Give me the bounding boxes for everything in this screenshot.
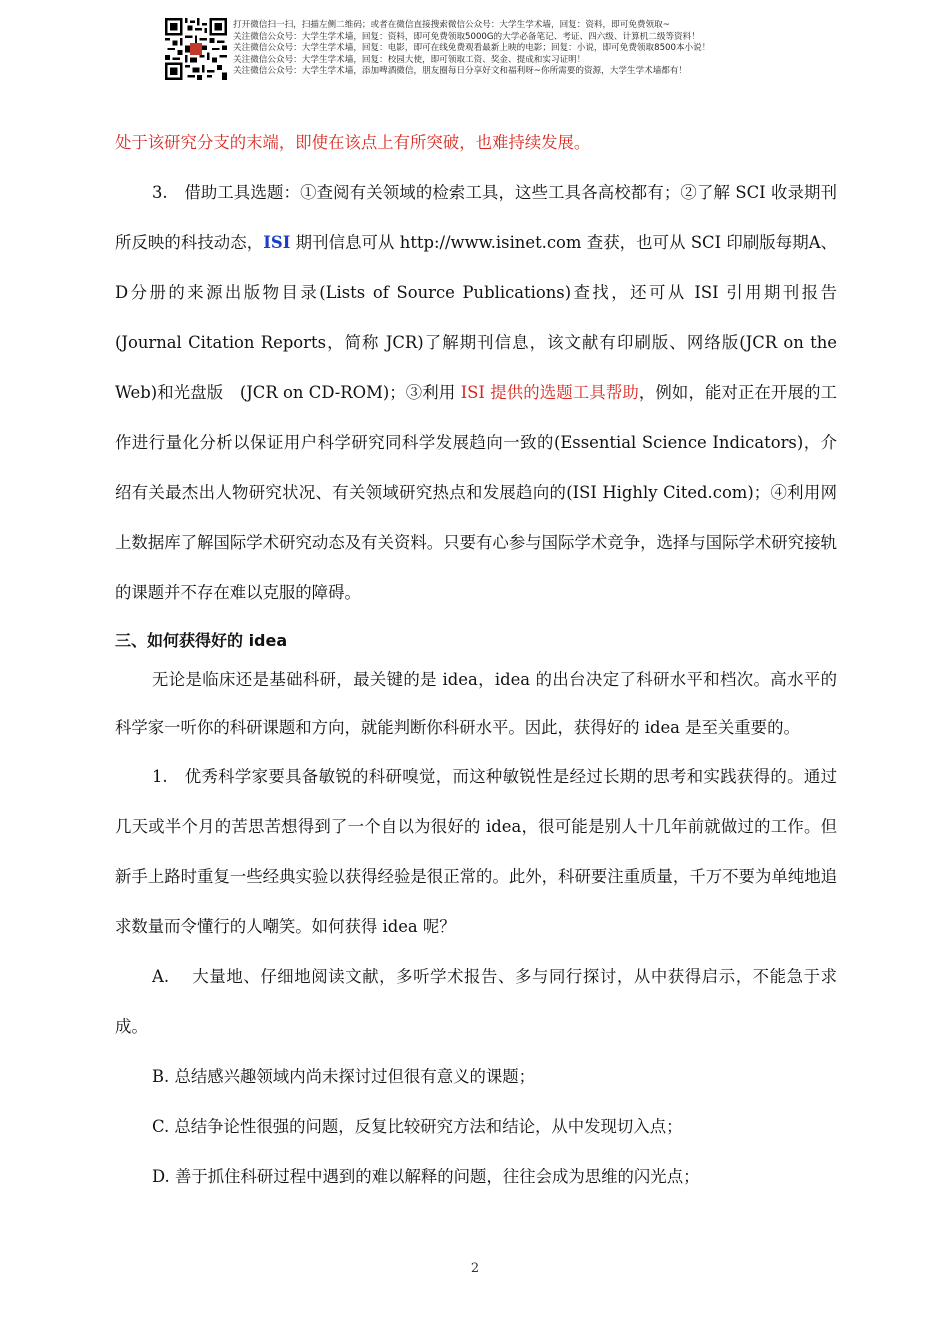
isi-tool-highlight: ISI 提供的选题工具帮助: [460, 383, 639, 402]
text-run: ，例如，能对正在开展的工作进行量化分析以保证用户科学研究同科学发展趋向一致的(Essential Science Indicators)，介绍有关最杰出人物研究状况、有关领域研究热点和发展趋向的(ISI Highly Cited.com)；④利用网上数据库了解国际学术研究动态及有关资料。只要有心参与国际学术竞争，选择与国际学术研究接轨的课题并不存在难以克服的障碍。: [115, 383, 838, 602]
list-item-a: A. 大量地、仔细地阅读文献，多听学术报告、多与同行探讨，从中获得启示，不能急于求成。: [115, 967, 837, 1036]
text-run: 3. 借助工具选题：①查阅有关领域的检索工具，这些工具各高校都有；②了解 SCI 收录期刊所反映的科技动态，: [115, 183, 837, 252]
paragraph-tools: [115, 168, 854, 618]
promo-line: 关注微信公众号：大学生学术墙，回复：校园大使，即可领取工资、奖金、提成和实习证明！: [233, 54, 586, 65]
promo-line: 关注微信公众号：大学生学术墙，回复：电影，即可在线免费观看最新上映的电影；回复：小说，即可免费领取8500本小说！: [233, 43, 711, 54]
page-number: 2: [470, 1261, 480, 1276]
list-item-b: B. 总结感兴趣领域内尚未探讨过但很有意义的课题；: [152, 1067, 536, 1086]
promo-line: 关注微信公众号：大学生学术墙，回复：资料，即可免费领取5000G的大学必备笔记、考证、四六级、计算机二级等资料！: [233, 31, 700, 42]
promo-text-block: [233, 20, 873, 78]
document-body: [115, 118, 854, 1202]
qr-code-icon: [165, 18, 227, 80]
promo-line: 关注微信公众号：大学生学术墙，添加啤酒微信，朋友圈每日分享好文和福利呀~你所需要的资源，大学生学术墙都有！: [233, 66, 688, 77]
list-item-c: C. 总结争论性很强的问题，反复比较研究方法和结论，从中发现切入点；: [152, 1117, 683, 1136]
section-heading: 三、如何获得好的 idea: [115, 631, 288, 650]
paragraph-idea-intro: 无论是临床还是基础科研，最关键的是 idea，idea 的出台决定了科研水平和档次。高水平的科学家一听你的科研课题和方向，就能判断你科研水平。因此，获得好的 idea 是至关重要的。: [115, 670, 837, 737]
text-run: 期刊信息可从 http://www.isinet.com 查获，也可从 SCI 印刷版每期A、D分册的来源出版物目录(Lists of Source Publications)查找，还可从 ISI 引用期刊报告 (Journal Citation Reports，简称 JCR)了解期刊信息，该文献有印刷版、网络版(JCR on the Web)和光盘版 (JCR on CD-ROM)；③利用: [115, 233, 854, 402]
paragraph-continuation: 处于该研究分支的末端，即使在该点上有所突破，也难持续发展。: [115, 133, 591, 152]
isi-highlight: ISI: [263, 233, 291, 252]
paragraph-scientist: 1. 优秀科学家要具备敏锐的科研嗅觉，而这种敏锐性是经过长期的思考和实践获得的。通过几天或半个月的苦思苦想得到了一个自以为很好的 idea，很可能是别人十几年前就做过的工作。但新手上路时重复一些经典实验以获得经验是很正常的。此外，科研要注重质量，千万不要为单纯地追求数量而令懂行的人嘲笑。如何获得 idea 呢？: [115, 767, 837, 936]
list-item-d: D. 善于抓住科研过程中遇到的难以解释的问题，往往会成为思维的闪光点；: [152, 1167, 700, 1186]
promo-line: 打开微信扫一扫，扫描左侧二维码；或者在微信直接搜索微信公众号：大学生学术墙，回复：资料，即可免费领取~: [233, 20, 670, 30]
